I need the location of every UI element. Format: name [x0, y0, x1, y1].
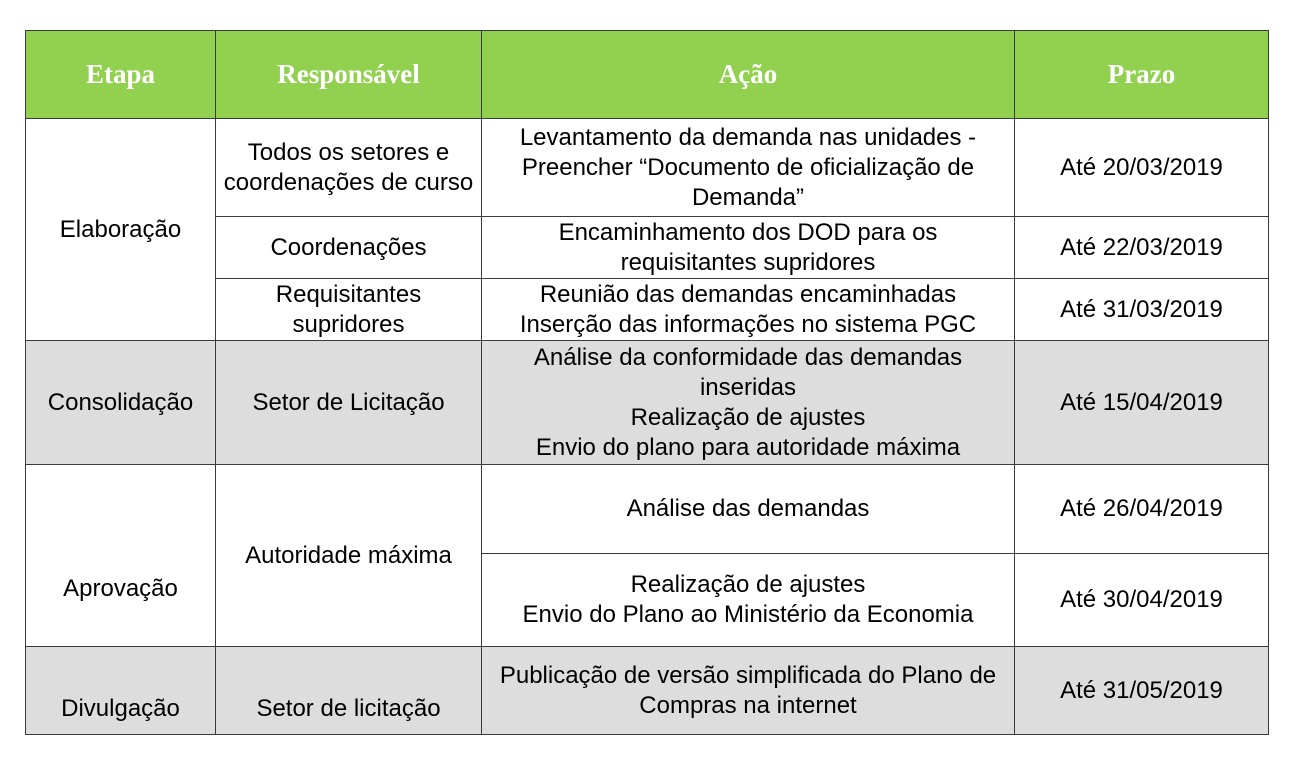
- responsavel-cell: Autoridade máxima: [216, 465, 482, 647]
- acao-cell: Realização de ajustes Envio do Plano ao Ministério da Economia: [482, 554, 1015, 647]
- prazo-cell: Até 30/04/2019: [1015, 554, 1269, 647]
- acao-cell: Reunião das demandas encaminhadas Inserção das informações no sistema PGC: [482, 279, 1015, 341]
- acao-cell: Análise da conformidade das demandas inseridas Realização de ajustes Envio do plano para autoridade máxima: [482, 341, 1015, 465]
- responsavel-cell: Setor de licitação: [216, 647, 482, 735]
- prazo-cell: Até 20/03/2019: [1015, 119, 1269, 217]
- acao-cell: Encaminhamento dos DOD para os requisitantes supridores: [482, 217, 1015, 279]
- schedule-table: [25, 30, 1269, 735]
- header-responsavel: Responsável: [216, 31, 482, 119]
- prazo-cell: Até 15/04/2019: [1015, 341, 1269, 465]
- header-acao: Ação: [482, 31, 1015, 119]
- table-row: [26, 341, 1269, 465]
- responsavel-cell: Todos os setores e coordenações de curso: [216, 119, 482, 217]
- table-row: [26, 465, 1269, 554]
- acao-cell: Análise das demandas: [482, 465, 1015, 554]
- prazo-cell: Até 31/05/2019: [1015, 647, 1269, 735]
- etapa-cell: Aprovação: [26, 465, 216, 647]
- etapa-cell: Elaboração: [26, 119, 216, 341]
- acao-cell: Levantamento da demanda nas unidades - Preencher “Documento de oficialização de Demanda”: [482, 119, 1015, 217]
- responsavel-cell: Setor de Licitação: [216, 341, 482, 465]
- header-row: [26, 31, 1269, 119]
- table-row: [26, 119, 1269, 217]
- header-prazo: Prazo: [1015, 31, 1269, 119]
- prazo-cell: Até 26/04/2019: [1015, 465, 1269, 554]
- responsavel-cell: Coordenações: [216, 217, 482, 279]
- acao-cell: Publicação de versão simplificada do Plano de Compras na internet: [482, 647, 1015, 735]
- table-row: [26, 647, 1269, 735]
- etapa-cell: Divulgação: [26, 647, 216, 735]
- prazo-cell: Até 31/03/2019: [1015, 279, 1269, 341]
- prazo-cell: Até 22/03/2019: [1015, 217, 1269, 279]
- etapa-cell: Consolidação: [26, 341, 216, 465]
- responsavel-cell: Requisitantes supridores: [216, 279, 482, 341]
- header-etapa: Etapa: [26, 31, 216, 119]
